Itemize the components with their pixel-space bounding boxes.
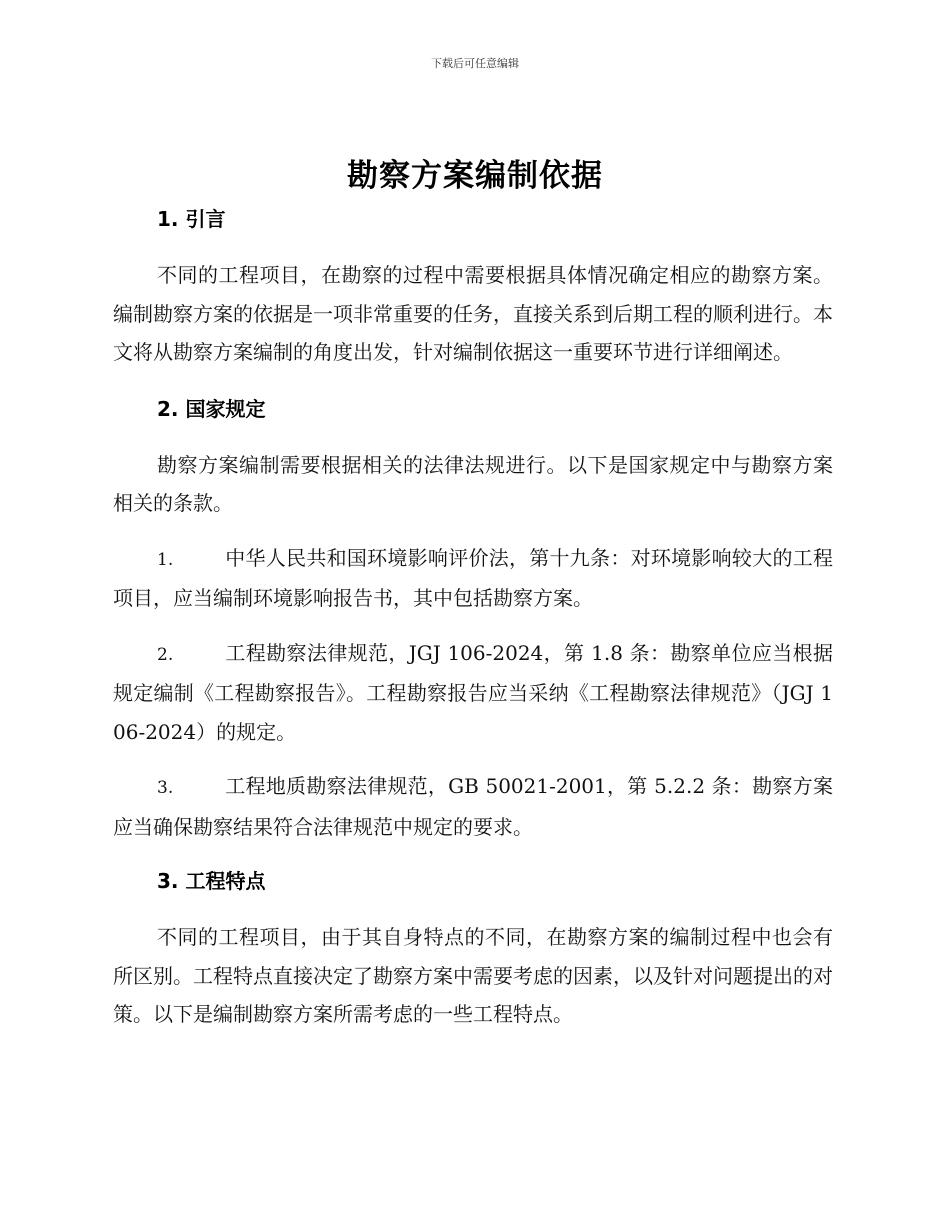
document-title: 勘察方案编制依据	[347, 158, 603, 194]
header-note: 下载后可任意编辑	[431, 57, 519, 70]
paragraph-engineering-features: 不同的工程项目，由于其自身特点的不同，在勘察方案的编制过程中也会有所区别。工程特点直接决定了勘察方案中需要考虑的因素，以及针对问题提出的对策。以下是编制勘察方案所需考虑的一些工程特点。	[113, 925, 833, 1026]
list-item	[113, 634, 833, 752]
list-item	[113, 539, 833, 618]
list-number: 3.	[157, 778, 174, 798]
list-number: 2.	[157, 644, 174, 665]
section-heading-national-rules: 2. 国家规定	[157, 396, 266, 421]
section-heading-engineering-features: 3. 工程特点	[157, 869, 266, 893]
document-body	[113, 200, 833, 1034]
list-item-text: 中华人民共和国环境影响评价法，第十九条：对环境影响较大的工程项目，应当编制环境影响报告书，其中包括勘察方案。	[113, 545, 833, 610]
section-heading-intro: 1. 引言	[157, 207, 226, 231]
list-item-text: 工程地质勘察法律规范，GB 50021-2001，第 5.2.2 条：勘察方案应当确保勘察结果符合法律规范中规定的要求。	[113, 774, 833, 839]
paragraph-national-rules: 勘察方案编制需要根据相关的法律法规进行。以下是国家规定中与勘察方案相关的条款。	[113, 452, 833, 515]
list-number: 1.	[157, 549, 174, 570]
list-item	[113, 767, 833, 846]
paragraph-intro: 不同的工程项目，在勘察的过程中需要根据具体情况确定相应的勘察方案。编制勘察方案的依据是一项非常重要的任务，直接关系到后期工程的顺利进行。本文将从勘察方案编制的角度出发，针对编制依据这一重要环节进行详细阐述。	[113, 263, 833, 364]
list-item-text: 工程勘察法律规范，JGJ 106-2024，第 1.8 条：勘察单位应当根据规定编制《工程勘察报告》。工程勘察报告应当采纳《工程勘察法律规范》（JGJ 106-2024）的规定。	[113, 640, 833, 744]
